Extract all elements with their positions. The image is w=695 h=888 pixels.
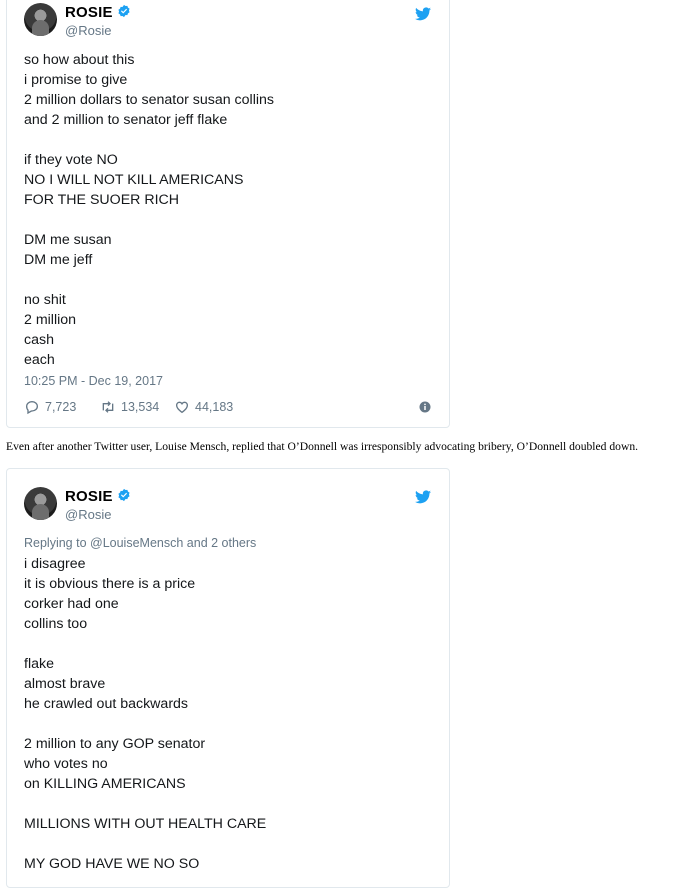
- action-bar: [24, 399, 431, 417]
- like-count: 44,183: [195, 400, 234, 414]
- tweet-card-2: [6, 468, 450, 888]
- mention-link[interactable]: @LouiseMensch: [90, 536, 184, 550]
- reply-button[interactable]: [24, 399, 76, 415]
- display-name[interactable]: ROSIE: [65, 488, 131, 505]
- like-button[interactable]: [174, 399, 233, 415]
- display-name[interactable]: ROSIE: [65, 4, 131, 21]
- tweet-card-1: [6, 0, 450, 428]
- verified-badge-icon: [117, 4, 131, 18]
- verified-badge-icon: [117, 488, 131, 502]
- retweet-button[interactable]: [100, 399, 159, 415]
- timestamp[interactable]: 10:25 PM - Dec 19, 2017: [24, 374, 163, 388]
- reply-count: 7,723: [45, 400, 77, 414]
- handle[interactable]: @Rosie: [65, 23, 112, 38]
- avatar[interactable]: [24, 487, 57, 520]
- avatar[interactable]: [24, 3, 57, 36]
- reply-icon: [24, 399, 40, 415]
- info-icon[interactable]: [419, 401, 431, 413]
- article-caption: Even after another Twitter user, Louise Mensch, replied that O’Donnell was irresponsibly advocating bribery, O’Donnell doubled down.: [6, 440, 639, 453]
- twitter-bird-icon[interactable]: [415, 7, 431, 21]
- tweet-text: so how about this i promise to give 2 million dollars to senator susan collins and 2 million to senator jeff flake if they vote NO NO I WILL NOT KILL AMERICANS FOR THE SUOER RICH DM me susan DM me jeff no shit 2 million cash each: [24, 52, 274, 368]
- tweet-text: i disagree it is obvious there is a price corker had one collins too flake almost brave he crawled out backwards 2 million to any GOP senator who votes no on KILLING AMERICANS MILLIONS WITH OUT HEALTH CARE MY GOD HAVE WE NO SO: [24, 556, 267, 872]
- reply-context: Replying to @LouiseMensch and 2 others: [24, 536, 257, 550]
- retweet-count: 13,534: [121, 400, 160, 414]
- twitter-bird-icon[interactable]: [415, 490, 431, 504]
- retweet-icon: [100, 399, 116, 415]
- handle[interactable]: @Rosie: [65, 507, 112, 522]
- heart-icon: [174, 399, 190, 415]
